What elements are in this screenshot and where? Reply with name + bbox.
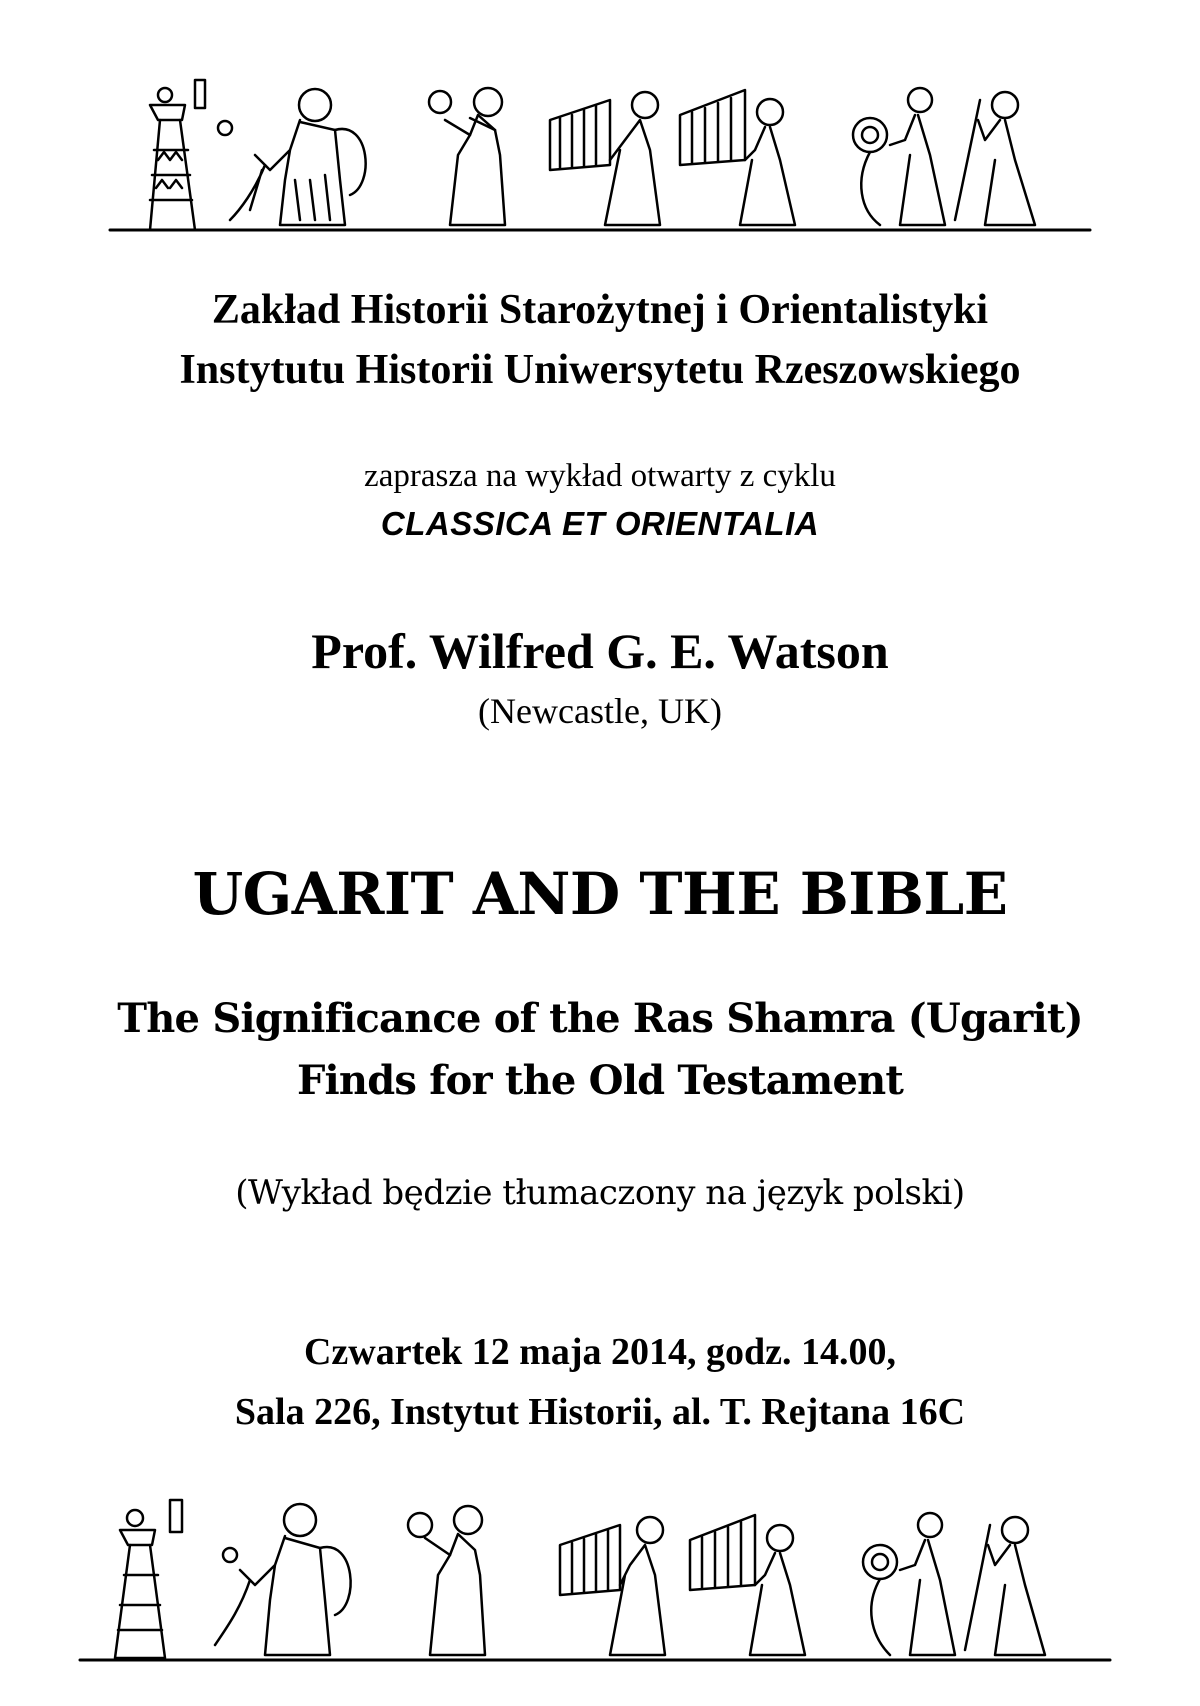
event-venue: Sala 226, Instytut Historii, al. T. Rejtana 16C [234, 1391, 966, 1433]
lecture-subtitle-line-1: The Significance of the Ras Shamra (Ugarit) [117, 995, 1083, 1042]
translation-note: (Wykład będzie tłumaczony na język polski) [235, 1173, 965, 1213]
procession-frieze-icon [0, 60, 1200, 260]
lecture-subtitle-line-2: Finds for the Old Testament [296, 1057, 904, 1104]
invitation-text: zaprasza na wykład otwarty z cyklu [364, 458, 836, 494]
top-procession-frieze [0, 60, 1200, 260]
procession-frieze-icon [0, 1470, 1200, 1670]
lecture-series-name: CLASSICA ET ORIENTALIA [380, 505, 820, 542]
event-date-time: Czwartek 12 maja 2014, godz. 14.00, [303, 1331, 897, 1373]
organizer-line-1: Zakład Historii Starożytnej i Orientalistyki [211, 287, 989, 333]
organizer-line-2: Instytutu Historii Uniwersytetu Rzeszowskiego [179, 347, 1021, 393]
bottom-procession-frieze [0, 1470, 1200, 1670]
speaker-affiliation: (Newcastle, UK) [478, 691, 722, 731]
speaker-name: Prof. Wilfred G. E. Watson [311, 623, 889, 679]
lecture-title: UGARIT AND THE BIBLE [192, 860, 1008, 928]
